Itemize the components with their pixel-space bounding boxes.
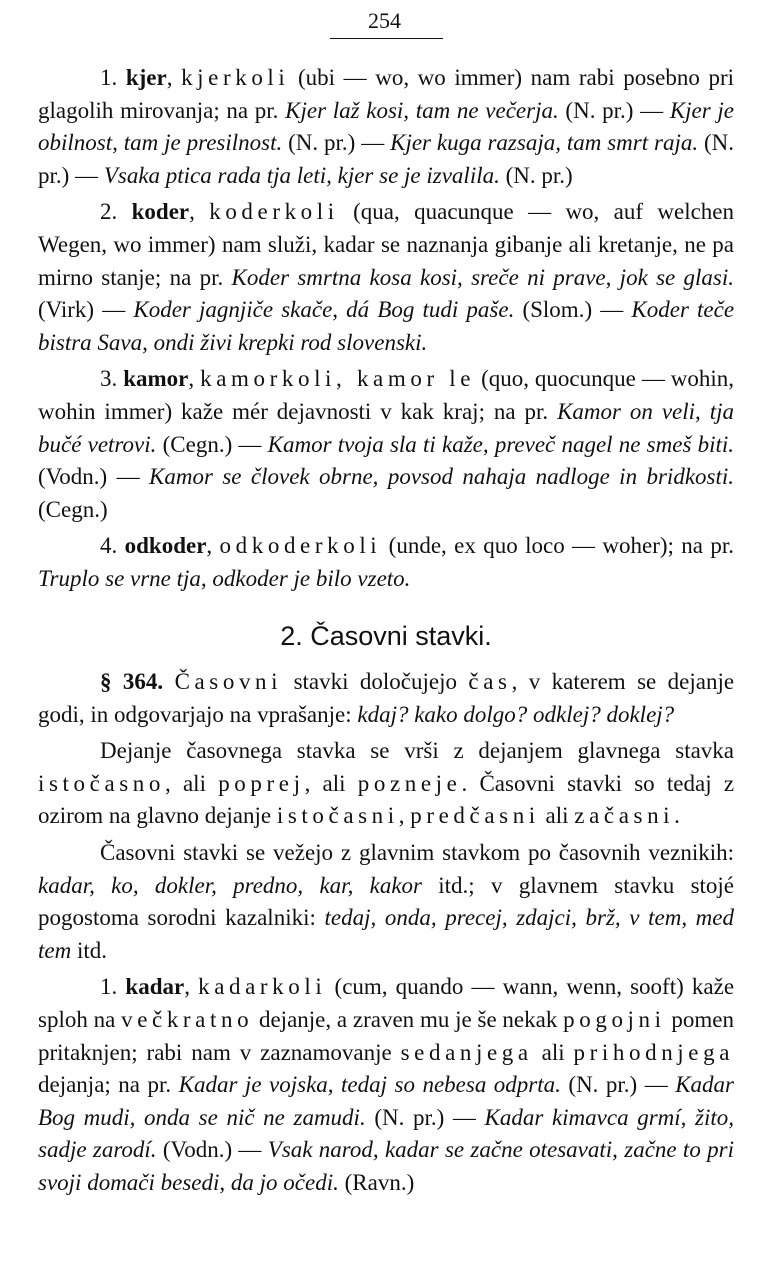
entry-odkoder: 4. odkoder, odkoderkoli (unde, ex quo loco — woher); na pr. Truplo se vrne tja, odkoder je bilo vzeto. <box>38 533 735 591</box>
header-rule <box>330 38 443 39</box>
entry-variant: kadarkoli <box>198 974 327 1000</box>
example: Kjer kuga razsaja, tam smrt raja. <box>390 130 699 156</box>
example: Kadar kimavca grmí, žito, sadje zarodí. <box>38 1104 734 1163</box>
entry-variant: odkoderkoli <box>219 533 382 559</box>
example: Truplo se vrne tja, odkoder je bilo vzeto. <box>38 565 411 591</box>
example: Kjer je obilnost, tam je presilnost. <box>38 97 734 156</box>
entry-kadar: 1. kadar, kadarkoli (cum, quando — wann, wenn, sooft) kaže sploh na večkratno dejanje, a zraven mu je še nekak pogojni pomen pritaknjen; rabi nam v zaznamovanje sedanjega ali prihodnjega dejanja; na pr. Kadar je vojska, tedaj so nebesa odprta. (N. pr.) — Kadar Bog mudi, onda se nič ne zamudi. (N. pr.) — Kadar kimavca grmí, žito, sadje zarodí. (Vodn.) — Vsak narod, kadar se začne otesavati, začne to pri svoji domači besedi, da jo očedi. (Ravn.) <box>38 974 735 1195</box>
example: Koder teče bistra Sava, ondi živi krepki rod slovenski. <box>38 297 735 355</box>
example: Koder jagnjiče skače, dá Bog tudi paše. <box>133 297 515 323</box>
entry-term: kjer <box>125 65 167 90</box>
example: Kamor se človek obrne, povsod nahaja nadloge in bridkosti. <box>149 464 735 490</box>
section-title: 2. Časovni stavki. <box>280 620 492 651</box>
page-content <box>38 62 734 1200</box>
questions: kdaj? kako dolgo? odklej? doklej? <box>357 701 675 727</box>
example: Kjer laž kosi, tam ne večerja. <box>285 97 559 123</box>
entry-variant: kamorkoli, kamor le <box>200 366 476 392</box>
demonstrative-list: tedaj, onda, precej, zdajci, brž, v tem, med tem <box>38 905 734 963</box>
example: Kadar Bog mudi, onda se nič ne zamudi. <box>38 1072 735 1130</box>
example: Vsaka ptica rada tja leti, kjer se je izvalila. <box>103 162 500 188</box>
example: Kamor on veli, tja bučé vetrovi. <box>38 398 734 457</box>
section-number: § 364. <box>100 669 164 695</box>
example: Kamor tvoja sla ti kaže, preveč nagel ne smeš biti. <box>267 431 735 457</box>
example: Koder smrtna kosa kosi, sreče ni prave, jok se glasi. <box>231 264 735 290</box>
entry-variant: kjerkoli <box>181 65 290 90</box>
entry-kamor: 3. kamor, kamorkoli, kamor le (quo, quocunque — wohin, wohin immer) kaže mér dejavnosti v kak kraj; na pr. Kamor on veli, tja bučé vetrovi. (Cegn.) — Kamor tvoja sla ti kaže, preveč nagel ne smeš biti. (Vodn.) — Kamor se človek obrne, povsod nahaja nadloge in bridkosti. (Cegn.) <box>38 366 735 522</box>
entry-term: odkoder <box>124 533 207 559</box>
paragraph-simultaneity: Dejanje časovnega stavka se vrši z dejanjem glavnega stavka istočasno, ali poprej, ali pozneje. Časovni stavki so tedaj z ozirom na glavno dejanje istočasni, predčasni ali začasni. <box>38 738 735 829</box>
example: Vsak narod, kadar se začne otesavati, začne to pri svoji domači besedi, da jo očedi. <box>38 1137 734 1195</box>
entry-term: kadar <box>125 974 185 1000</box>
entry-kjer: 1. kjer, kjerkoli (ubi — wo, wo immer) nam rabi posebno pri glagolih mirovanja; na pr. Kjer laž kosi, tam ne večerja. (N. pr.) — Kjer je obilnost, tam je presilnost. (N. pr.) — Kjer kuga razsaja, tam smrt raja. (N. pr.) — Vsaka ptica rada tja leti, kjer se je izvalila. (N. pr.) <box>38 65 735 188</box>
conjunction-list: kadar, ko, dokler, predno, kar, kakor <box>38 872 422 898</box>
paragraph-conjunctions: Časovni stavki se vežejo z glavnim stavkom po časovnih veznikih: kadar, ko, dokler, predno, kar, kakor itd.; v glavnem stavku stojé pogostoma sorodni kazalniki: tedaj, onda, precej, zdajci, brž, v tem, med tem itd. <box>38 840 735 963</box>
entry-koder: 2. koder, koderkoli (qua, quacunque — wo, auf welchen Wegen, wo immer) nam služi, kadar se naznanja gibanje ali kretanje, ne pa mirno stanje; na pr. Koder smrtna kosa kosi, sreče ni prave, jok se glasi. (Virk) — Koder jagnjiče skače, dá Bog tudi paše. (Slom.) — Koder teče bistra Sava, ondi živi krepki rod slovenski. <box>38 199 735 355</box>
entry-term: kamor <box>123 366 189 392</box>
paragraph-364: § 364. Časovni stavki določujejo čas, v katerem se dejanje godi, in odgovarjajo na vprašanje: kdaj? kako dolgo? odklej? doklej? <box>38 669 735 727</box>
entry-variant: koderkoli <box>209 199 339 225</box>
entry-term: koder <box>131 199 190 225</box>
page-number: 254 <box>368 8 401 33</box>
example: Kadar je vojska, tedaj so nebesa odprta. <box>178 1072 561 1098</box>
